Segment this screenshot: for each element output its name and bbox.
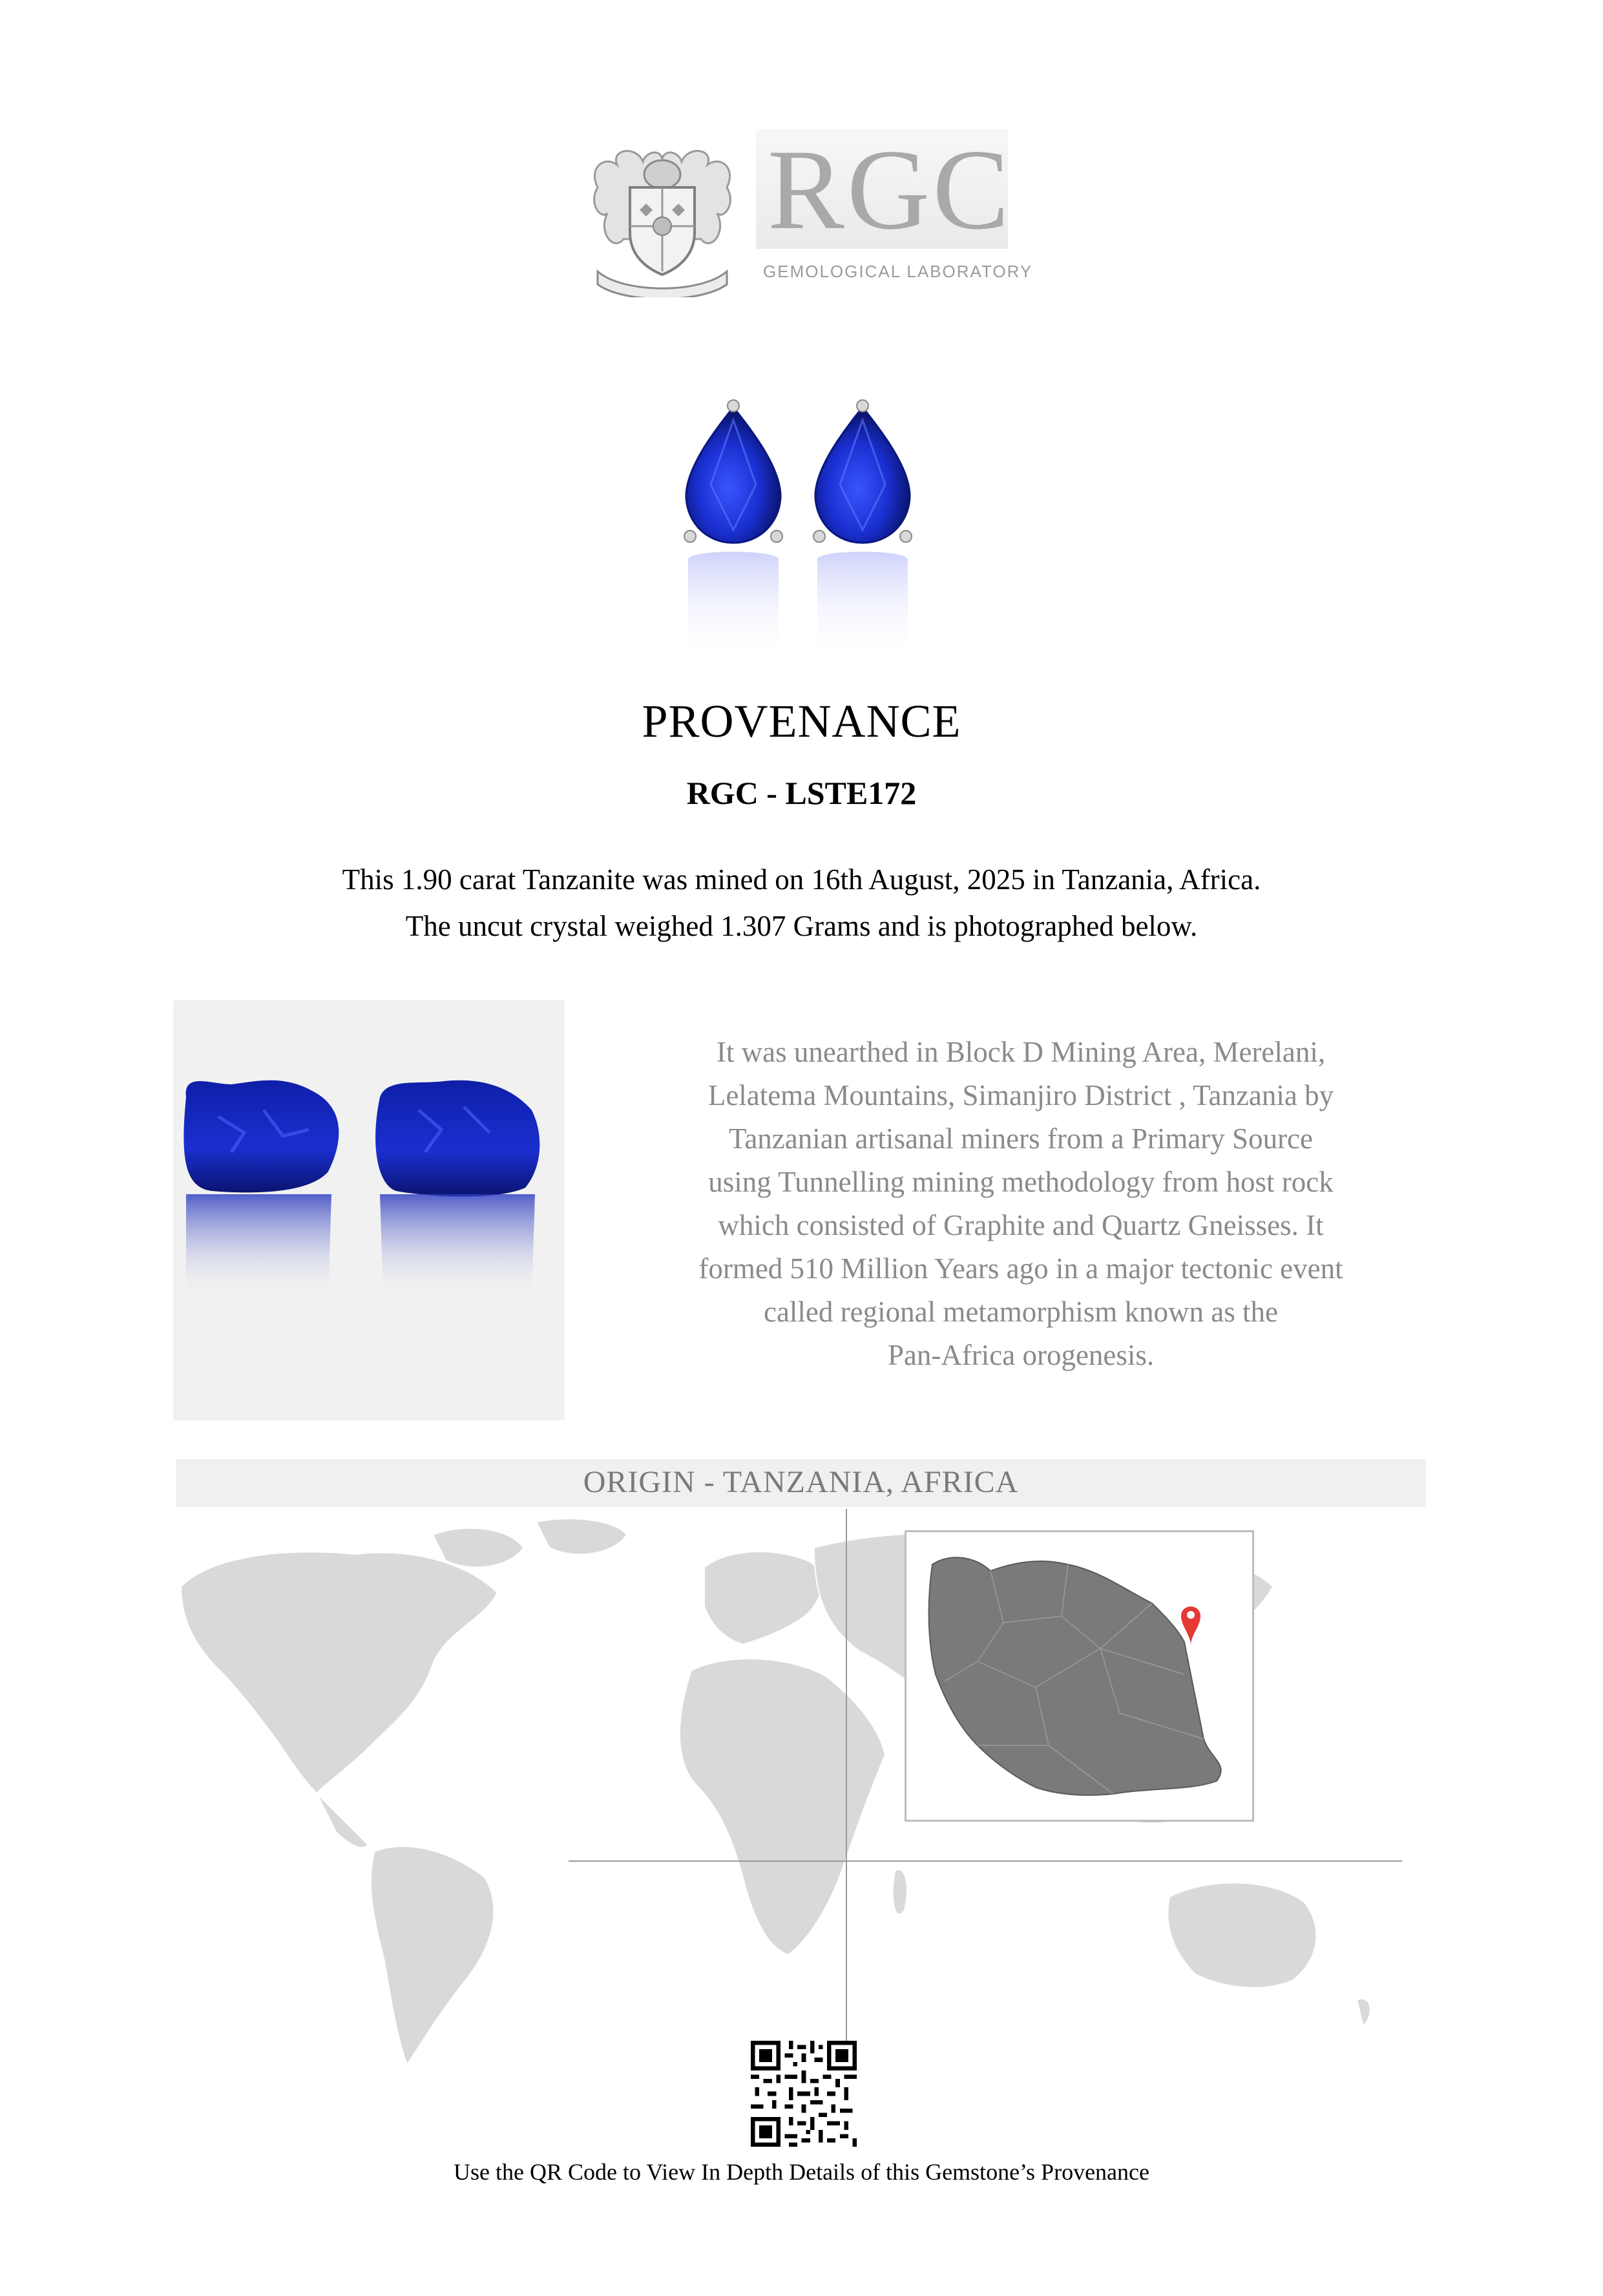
qr-code-icon[interactable] [751, 2041, 857, 2147]
description-line: using Tunnelling mining methodology from host rock [708, 1166, 1334, 1198]
rgc-logo [585, 125, 1033, 297]
rough-crystal-photo [173, 1000, 565, 1420]
intro-line: This 1.90 carat Tanzanite was mined on 16th August, 2025 in Tanzania, Africa. [342, 863, 1261, 896]
origin-label: ORIGIN - TANZANIA, AFRICA [583, 1465, 1019, 1499]
description-line: Pan-Africa orogenesis. [887, 1339, 1155, 1371]
location-pin-icon [1181, 1606, 1200, 1645]
earrings-photo [672, 394, 930, 666]
qr-caption: Use the QR Code to View In Depth Details of this Gemstone’s Provenance [454, 2159, 1149, 2185]
description-line: Tanzanian artisanal miners from a Primary Source [728, 1122, 1314, 1155]
description-line: It was unearthed in Block D Mining Area, Merelani, [716, 1036, 1326, 1068]
page-title: PROVENANCE [642, 695, 961, 747]
description-line: called regional metamorphism known as the [763, 1296, 1279, 1328]
crest-icon [585, 142, 740, 297]
tanzania-inset-map [905, 1530, 1254, 1822]
reference-number: RGC - LSTE172 [686, 775, 917, 811]
logo-subtitle: GEMOLOGICAL LABORATORY [763, 262, 1033, 281]
tanzania-map [906, 1532, 1252, 1820]
intro-line: The uncut crystal weighed 1.307 Grams and is photographed below. [405, 910, 1198, 942]
intro-paragraph [0, 856, 1603, 949]
rgc-wordmark-panel [756, 125, 1012, 253]
origin-description [633, 1031, 1409, 1377]
description-line: formed 510 Million Years ago in a major tectonic event [698, 1252, 1343, 1285]
rough-crystal-image [173, 1000, 565, 1420]
description-line: Lelatema Mountains, Simanjiro District , Tanzania by [707, 1079, 1334, 1111]
description-line: which consisted of Graphite and Quartz Gneisses. It [718, 1209, 1324, 1241]
rgc-wordmark: RGC [768, 125, 1012, 253]
